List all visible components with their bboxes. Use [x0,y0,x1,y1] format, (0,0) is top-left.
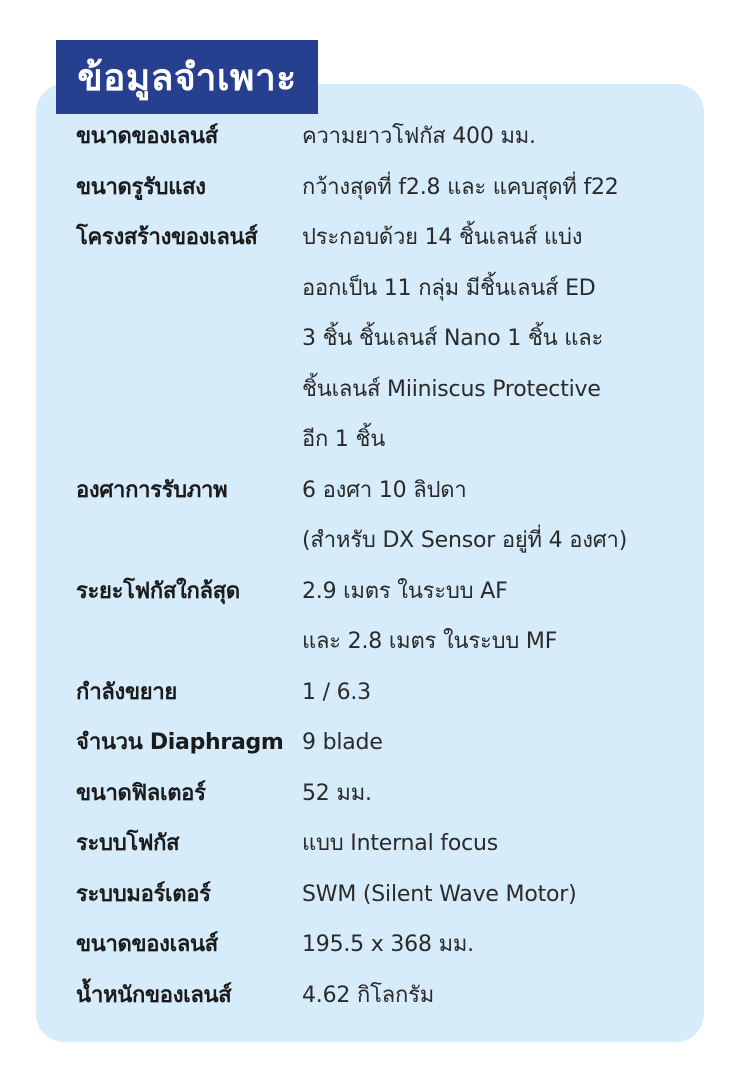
spec-value-line: 2.9 เมตร ในระบบ AF [302,578,508,604]
spec-value [302,466,686,567]
spec-value-line: ประกอบด้วย 14 ชิ้นเลนส์ แบ่ง [302,225,583,250]
spec-label: ขนาดฟิลเตอร์ [76,780,206,806]
spec-value-line: ความยาวโฟกัส 400 มม. [302,124,536,149]
spec-value-line: และ 2.8 เมตร ในระบบ MF [302,629,558,654]
spec-value-line: อีก 1 ชิ้น [302,427,386,452]
spec-value [302,920,686,971]
spec-row [76,971,686,1022]
spec-row [76,668,686,719]
spec-value-line: แบบ Internal focus [302,831,498,856]
spec-row [76,163,686,214]
spec-value-line: 4.62 กิโลกรัม [302,982,435,1008]
spec-label: ขนาดรูรับแสง [76,174,206,200]
spec-row [76,213,686,466]
spec-value-line: 1 / 6.3 [302,679,371,705]
spec-row [76,819,686,870]
spec-value [302,819,686,870]
spec-value [302,971,686,1022]
spec-label: โครงสร้างของเลนส์ [76,225,258,250]
spec-row [76,112,686,163]
spec-value [302,112,686,163]
spec-table [76,112,686,1021]
spec-value [302,718,686,769]
spec-label: น้ำหนักของเลนส์ [76,982,232,1008]
spec-value-line: ชิ้นเลนส์ Miiniscus Protective [302,376,601,402]
spec-label: ระบบมอร์เตอร์ [76,881,211,907]
page-title: ข้อมูลจำเพาะ [77,55,297,99]
spec-value-line: กว้างสุดที่ f2.8 และ แคบสุดที่ f22 [302,174,619,200]
spec-row [76,466,686,567]
spec-label: ระยะโฟกัสใกล้สุด [76,578,240,604]
spec-value [302,567,686,668]
spec-value [302,213,686,466]
spec-label: องศาการรับภาพ [76,477,228,503]
spec-label: ระบบโฟกัส [76,831,180,856]
spec-value [302,769,686,820]
spec-row [76,769,686,820]
spec-value-line: 195.5 x 368 มม. [302,932,474,957]
spec-value-line: 6 องศา 10 ลิปดา [302,477,467,503]
spec-label: ขนาดของเลนส์ [76,124,218,149]
spec-value [302,870,686,921]
spec-label: กำลังขยาย [76,679,177,705]
spec-value-line: 52 มม. [302,780,372,806]
title-banner [56,40,318,114]
spec-row [76,718,686,769]
spec-value [302,163,686,214]
spec-value-line: (สำหรับ DX Sensor อยู่ที่ 4 องศา) [302,528,628,553]
spec-value-line: ออกเป็น 11 กลุ่ม มีชิ้นเลนส์ ED [302,275,596,301]
spec-label: จำนวน Diaphragm [76,730,284,755]
spec-label: ขนาดของเลนส์ [76,932,218,957]
spec-value-line: SWM (Silent Wave Motor) [302,881,577,907]
spec-value [302,668,686,719]
spec-row [76,870,686,921]
spec-value-line: 3 ชิ้น ชิ้นเลนส์ Nano 1 ชิ้น และ [302,326,604,351]
spec-row [76,920,686,971]
spec-value-line: 9 blade [302,730,383,755]
spec-row [76,567,686,668]
